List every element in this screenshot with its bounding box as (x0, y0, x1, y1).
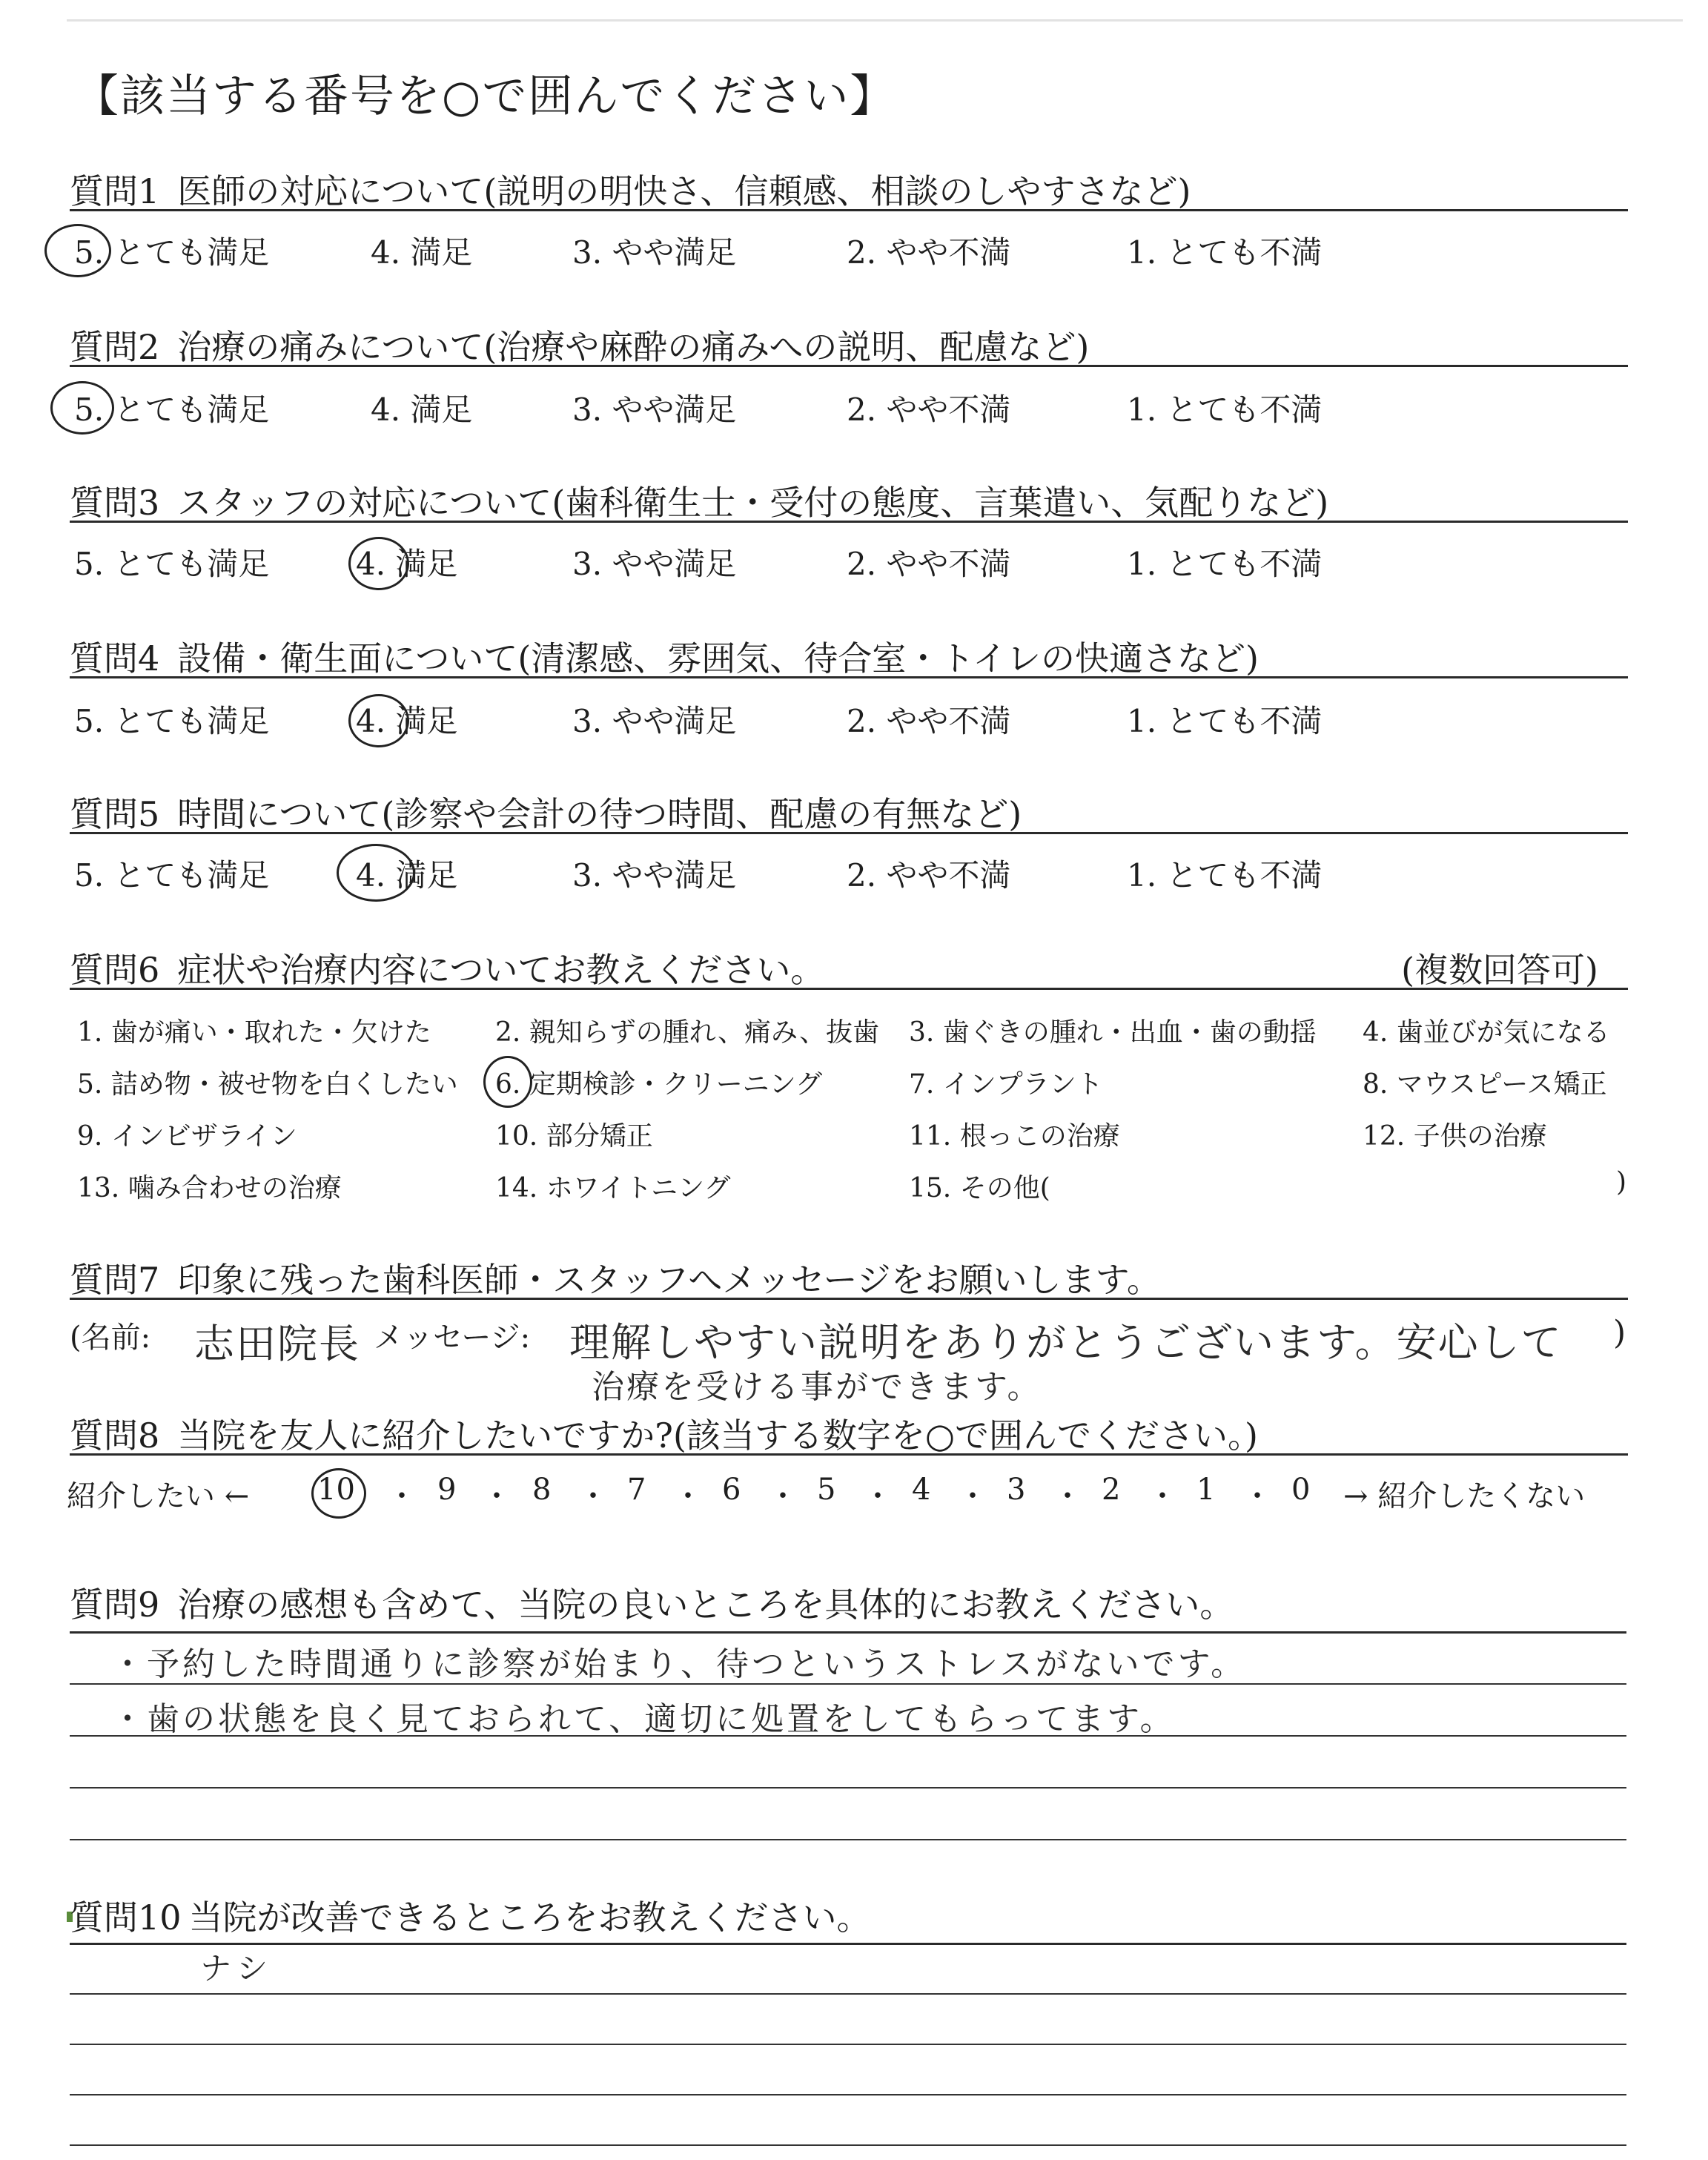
rating-option-5[interactable]: 5. とても満足 (74, 392, 270, 428)
symptom-option-12[interactable]: 12. 子供の治療 (1363, 1121, 1547, 1152)
symptom-option-6[interactable]: 6. 定期検診・クリーニング (495, 1069, 823, 1100)
question-number: 質問5 (70, 794, 160, 834)
scale-option-3[interactable]: 3 (1007, 1473, 1026, 1507)
survey-instruction: 【該当する番号を○で囲んでください】 (74, 70, 896, 122)
rating-option-3[interactable]: 3. やや満足 (572, 546, 737, 582)
question-4 (70, 632, 1628, 678)
scale-option-7[interactable]: 7 (627, 1473, 646, 1507)
question-number: 質問6 (70, 950, 160, 990)
question-1 (70, 165, 1628, 211)
scale-separator: ・ (387, 1479, 417, 1513)
rating-option-4[interactable]: 4. 満足 (371, 392, 473, 428)
message-label: メッセージ: (374, 1321, 531, 1355)
name-label: (名前: (70, 1321, 151, 1355)
question-5 (70, 787, 1628, 834)
answer-line (70, 1631, 1626, 1634)
rating-option-3[interactable]: 3. やや満足 (572, 703, 737, 739)
message-line-1[interactable]: 理解しやすい説明をありがとうございます。安心して (569, 1319, 1563, 1366)
rating-option-4[interactable]: 4. 満足 (371, 234, 473, 271)
question-text: 症状や治療内容についてお教えください。 (177, 950, 825, 990)
answer-line (70, 2144, 1626, 2146)
question-text: 時間について(診察や会計の待つ時間、配慮の有無など) (177, 794, 1022, 834)
symptom-option-7[interactable]: 7. インプラント (909, 1069, 1103, 1100)
question-text: 設備・衛生面について(清潔感、雰囲気、待合室・トイレの快適さなど) (177, 638, 1259, 678)
symptom-option-10[interactable]: 10. 部分矯正 (495, 1121, 653, 1152)
rating-option-4[interactable]: 4. 満足 (356, 857, 458, 894)
answer-line (70, 2094, 1626, 2095)
scale-option-10[interactable]: 10 (317, 1473, 355, 1507)
symptom-option-8[interactable]: 8. マウスピース矯正 (1363, 1069, 1607, 1100)
scale-separator: ・ (1148, 1479, 1177, 1513)
symptom-option-2[interactable]: 2. 親知らずの腫れ、痛み、抜歯 (495, 1017, 880, 1048)
scale-separator: ・ (768, 1479, 798, 1513)
rating-option-5[interactable]: 5. とても満足 (74, 703, 270, 739)
message-close: ) (1613, 1314, 1626, 1352)
question-number: 質問4 (70, 638, 160, 678)
question-text: 当院が改善できるところをお教えください。 (188, 1898, 871, 1938)
question-text: 印象に残った歯科医師・スタッフへメッセージをお願いします。 (177, 1260, 1161, 1300)
scale-separator: ・ (1053, 1479, 1082, 1513)
scale-separator: ・ (578, 1479, 608, 1513)
rating-option-5[interactable]: 5. とても満足 (74, 234, 270, 271)
question-number: 質問7 (70, 1260, 160, 1300)
scale-option-0[interactable]: 0 (1291, 1473, 1311, 1507)
rating-option-2[interactable]: 2. やや不満 (847, 546, 1011, 582)
scale-separator: ・ (673, 1479, 703, 1513)
scale-option-5[interactable]: 5 (817, 1473, 836, 1507)
recommend-label: 紹介したい ← (67, 1479, 250, 1513)
question-number: 質問9 (70, 1585, 160, 1625)
question-text: 医師の対応について(説明の明快さ、信頼感、相談のしやすさなど) (177, 171, 1191, 211)
question-text: 治療の感想も含めて、当院の良いところを具体的にお教えください。 (177, 1585, 1234, 1625)
rating-option-1[interactable]: 1. とても不満 (1127, 546, 1323, 582)
rating-option-2[interactable]: 2. やや不満 (847, 703, 1011, 739)
symptom-option-3[interactable]: 3. 歯ぐきの腫れ・出血・歯の動揺 (909, 1017, 1317, 1048)
improvement-answer[interactable]: ナシ (200, 1950, 274, 1986)
question-number: 質問8 (70, 1416, 160, 1456)
rating-option-4[interactable]: 4. 満足 (356, 703, 458, 739)
question-6 (70, 943, 1628, 990)
scale-option-9[interactable]: 9 (437, 1473, 457, 1507)
symptom-other-close: ) (1616, 1167, 1627, 1198)
rating-option-1[interactable]: 1. とても不満 (1127, 234, 1323, 271)
staff-name[interactable]: 志田院長 (194, 1321, 360, 1367)
symptom-option-14[interactable]: 14. ホワイトニング (495, 1173, 731, 1203)
rating-option-1[interactable]: 1. とても不満 (1127, 857, 1323, 894)
answer-line (70, 1735, 1626, 1737)
symptom-option-4[interactable]: 4. 歯並びが気になる (1363, 1017, 1610, 1048)
question-9 (70, 1578, 1628, 1625)
rating-option-3[interactable]: 3. やや満足 (572, 234, 737, 271)
question-number: 質問2 (70, 327, 160, 367)
question-3 (70, 476, 1628, 523)
good-point-2[interactable]: ・歯の状態を良く見ておられて、適切に処置をしてもらってます。 (111, 1700, 1176, 1738)
symptom-option-5[interactable]: 5. 詰め物・被せ物を白くしたい (77, 1069, 458, 1100)
answer-line (70, 2044, 1626, 2045)
scale-separator: ・ (1242, 1479, 1272, 1513)
symptom-option-9[interactable]: 9. インビザライン (77, 1121, 297, 1152)
question-number: 質問1 (70, 171, 160, 211)
question-8 (70, 1409, 1628, 1456)
question-7 (70, 1253, 1628, 1300)
rating-option-3[interactable]: 3. やや満足 (572, 857, 737, 894)
question-text: スタッフの対応について(歯科衛生士・受付の態度、言葉遣い、気配りなど) (177, 483, 1329, 523)
answer-line (70, 1943, 1626, 1945)
scale-option-6[interactable]: 6 (722, 1473, 741, 1507)
scale-option-8[interactable]: 8 (532, 1473, 552, 1507)
rating-option-2[interactable]: 2. やや不満 (847, 857, 1011, 894)
scale-option-2[interactable]: 2 (1102, 1473, 1121, 1507)
rating-option-2[interactable]: 2. やや不満 (847, 234, 1011, 271)
answer-line (70, 1839, 1626, 1840)
not-recommend-label: → 紹介したくない (1343, 1479, 1586, 1513)
question-number: 質問3 (70, 483, 160, 523)
scale-separator: ・ (958, 1479, 987, 1513)
question-2 (70, 320, 1628, 367)
good-point-1[interactable]: ・予約した時間通りに診察が始まり、待つというストレスがないです。 (111, 1645, 1247, 1683)
answer-line (70, 1787, 1626, 1789)
question-text: 当院を友人に紹介したいですか?(該当する数字を○で囲んでください。) (177, 1416, 1258, 1456)
scale-option-1[interactable]: 1 (1196, 1473, 1216, 1507)
scale-option-4[interactable]: 4 (912, 1473, 931, 1507)
symptom-option-11[interactable]: 11. 根っこの治療 (909, 1121, 1120, 1152)
answer-line (70, 1993, 1626, 1995)
question-number: 質問10 (70, 1898, 182, 1938)
scale-separator: ・ (863, 1479, 893, 1513)
rating-option-1[interactable]: 1. とても不満 (1127, 392, 1323, 428)
rating-option-2[interactable]: 2. やや不満 (847, 392, 1011, 428)
rating-option-4[interactable]: 4. 満足 (356, 546, 458, 582)
scale-separator: ・ (482, 1479, 512, 1513)
multiple-answers-note: (複数回答可) (1401, 950, 1598, 990)
answer-line (70, 1683, 1626, 1685)
top-divider (67, 19, 1683, 22)
symptom-option-15[interactable]: 15. その他( (909, 1173, 1050, 1203)
rating-option-5[interactable]: 5. とても満足 (74, 857, 270, 894)
rating-option-5[interactable]: 5. とても満足 (74, 546, 270, 582)
question-10 (70, 1891, 1628, 1938)
question-text: 治療の痛みについて(治療や麻酔の痛みへの説明、配慮など) (177, 327, 1090, 367)
rating-option-1[interactable]: 1. とても不満 (1127, 703, 1323, 739)
symptom-option-13[interactable]: 13. 噛み合わせの治療 (77, 1173, 342, 1203)
rating-option-3[interactable]: 3. やや満足 (572, 392, 737, 428)
symptom-option-1[interactable]: 1. 歯が痛い・取れた・欠けた (77, 1017, 431, 1048)
message-line-2[interactable]: 治療を受ける事ができます。 (592, 1368, 1042, 1406)
